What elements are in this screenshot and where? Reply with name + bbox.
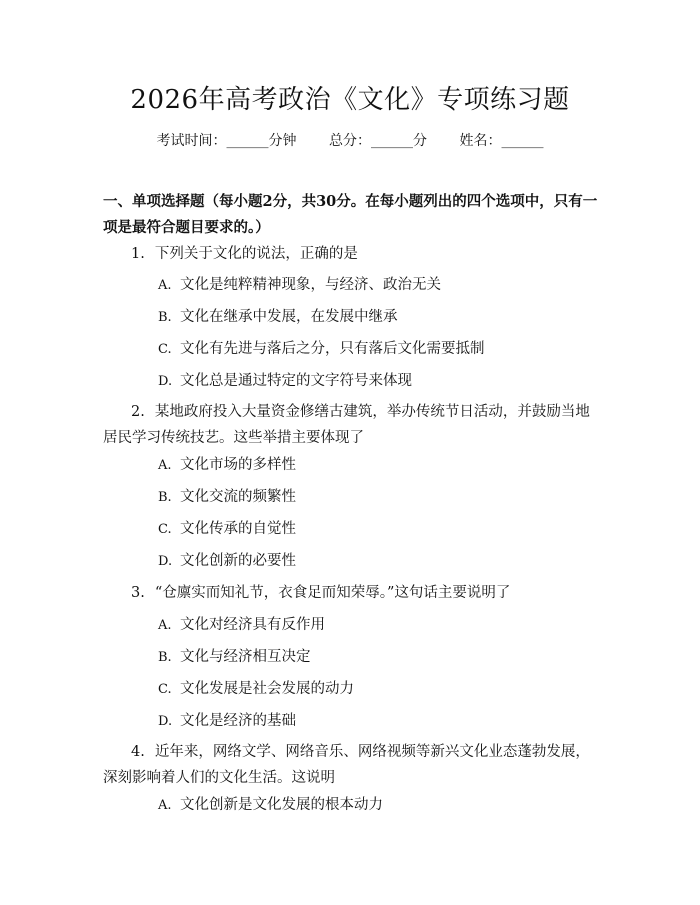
option-letter: D.: [158, 374, 173, 389]
question-1-option-c: [158, 336, 485, 363]
question-text: 近年来，网络文学、网络音乐、网络视频等新兴文化业态蓬勃发展，深刻影响着人们的文化生活。这说明: [103, 744, 590, 786]
option-text: 文化创新是文化发展的根本动力: [180, 797, 383, 813]
option-letter: D.: [158, 714, 173, 729]
option-letter: A.: [158, 278, 172, 293]
option-letter: A.: [158, 618, 172, 633]
question-number: 3.: [131, 585, 145, 601]
section-heading-single-choice: 一、单项选择题（每小题2分，共30分。在每小题列出的四个选项中，只有一项是最符合题目要求的。）: [103, 193, 598, 236]
option-letter: B.: [158, 490, 172, 505]
question-4-option-a: [158, 792, 383, 819]
option-text: 文化发展是社会发展的动力: [180, 681, 354, 697]
option-text: 文化传承的自觉性: [180, 521, 296, 537]
question-2-option-c: [158, 516, 296, 543]
question-1-option-b: [158, 304, 398, 331]
question-number: 1.: [131, 246, 145, 262]
page-title: 2026年高考政治《文化》专项练习题: [130, 85, 570, 115]
option-text: 文化对经济具有反作用: [180, 617, 325, 633]
question-2-option-b: [158, 484, 296, 511]
question-3-option-c: [158, 676, 354, 703]
question-2-option-d: [158, 548, 296, 575]
option-letter: C.: [158, 682, 172, 697]
option-text: 文化是经济的基础: [180, 713, 296, 729]
option-text: 文化市场的多样性: [180, 457, 296, 473]
question-number: 4.: [131, 744, 145, 760]
question-text: 某地政府投入大量资金修缮古建筑，举办传统节日活动，并鼓励当地居民学习传统技艺。这些举措主要体现了: [103, 404, 590, 446]
option-letter: C.: [158, 342, 172, 357]
question-3-option-b: [158, 644, 311, 671]
exam-info-row: [0, 130, 700, 152]
option-letter: B.: [158, 310, 172, 325]
question-3-option-d: [158, 708, 296, 735]
option-text: 文化与经济相互决定: [180, 649, 311, 665]
option-letter: B.: [158, 650, 172, 665]
question-text: “仓廪实而知礼节，衣食足而知荣辱。”这句话主要说明了: [154, 585, 511, 601]
question-1-stem: [103, 241, 598, 267]
option-text: 文化是纯粹精神现象，与经济、政治无关: [180, 277, 441, 293]
option-letter: A.: [158, 798, 172, 813]
total-score-field: 总分：______分: [329, 133, 427, 149]
question-1-option-a: [158, 272, 441, 299]
option-text: 文化总是通过特定的文字符号来体现: [180, 373, 412, 389]
option-letter: D.: [158, 554, 173, 569]
question-2-option-a: [158, 452, 296, 479]
question-1-option-d: [158, 368, 412, 395]
option-text: 文化创新的必要性: [180, 553, 296, 569]
option-letter: C.: [158, 522, 172, 537]
exam-time-field: 考试时间：______分钟: [156, 133, 297, 149]
option-text: 文化交流的频繁性: [180, 489, 296, 505]
option-letter: A.: [158, 458, 172, 473]
option-text: 文化在继承中发展，在发展中继承: [180, 309, 398, 325]
question-3-option-a: [158, 612, 325, 639]
question-4-stem: [103, 739, 598, 791]
student-name-field: 姓名：______: [459, 133, 544, 149]
option-text: 文化有先进与落后之分，只有落后文化需要抵制: [180, 341, 485, 357]
question-3-stem: [103, 580, 598, 606]
question-2-stem: [103, 399, 598, 451]
question-text: 下列关于文化的说法，正确的是: [154, 246, 358, 262]
question-number: 2.: [131, 404, 145, 420]
